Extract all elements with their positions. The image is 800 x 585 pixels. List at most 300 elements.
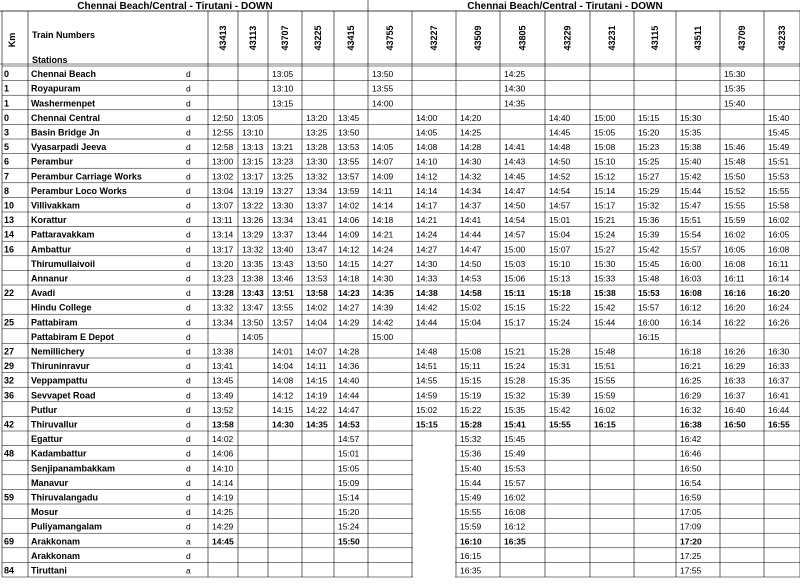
time-cell: 14:12 <box>416 171 438 182</box>
time-cell: 15:08 <box>460 346 482 357</box>
time-cell: 15:32 <box>504 390 526 401</box>
arr-dep-flag: d <box>186 127 191 138</box>
time-cell: 13:59 <box>338 185 360 196</box>
time-cell: 13:21 <box>272 142 294 153</box>
time-cell: 13:34 <box>212 317 234 328</box>
time-cell: 14:21 <box>416 215 438 226</box>
station-name: Nemillichery <box>31 346 85 357</box>
time-cell: 15:49 <box>460 492 482 503</box>
time-cell: 15:54 <box>680 229 702 240</box>
time-cell: 15:22 <box>549 302 571 313</box>
time-cell: 14:50 <box>460 258 482 269</box>
time-cell: 14:43 <box>504 156 526 167</box>
time-cell: 14:29 <box>338 317 360 328</box>
time-cell: 15:05 <box>594 127 616 138</box>
time-cell: 14:30 <box>372 273 394 284</box>
stations-label: Stations <box>32 55 68 65</box>
row-km: 48 <box>4 448 15 459</box>
time-cell: 16:44 <box>768 404 790 415</box>
station-name: Pattabiram E Depot <box>31 331 115 342</box>
time-cell: 13:07 <box>212 200 234 211</box>
train-number: 43511 <box>693 25 703 51</box>
time-cell: 16:33 <box>768 361 790 372</box>
time-cell: 15:21 <box>504 346 526 357</box>
time-cell: 16:00 <box>638 317 660 328</box>
time-cell: 14:18 <box>338 273 360 284</box>
time-cell: 14:24 <box>416 229 438 240</box>
row-km: 13 <box>4 215 15 226</box>
station-name: Arakkonam <box>31 550 81 561</box>
time-cell: 15:24 <box>338 521 360 532</box>
time-cell: 16:54 <box>680 477 702 488</box>
time-cell: 13:53 <box>306 273 328 284</box>
time-cell: 15:59 <box>594 390 616 401</box>
time-cell: 14:42 <box>372 317 394 328</box>
time-cell: 13:17 <box>242 171 264 182</box>
time-cell: 14:05 <box>242 331 264 342</box>
time-cell: 15:35 <box>724 83 746 94</box>
time-cell: 14:44 <box>460 229 482 240</box>
time-cell: 13:35 <box>242 258 264 269</box>
time-cell: 13:55 <box>272 302 294 313</box>
time-cell: 13:17 <box>212 244 234 255</box>
time-cell: 16:29 <box>680 390 702 401</box>
time-cell: 13:55 <box>338 156 360 167</box>
time-cell: 14:27 <box>338 302 360 313</box>
time-cell: 14:23 <box>338 288 360 299</box>
time-cell: 15:42 <box>680 171 702 182</box>
time-cell: 15:01 <box>338 448 360 459</box>
time-cell: 16:24 <box>768 302 790 313</box>
time-cell: 15:55 <box>594 375 616 386</box>
station-name: Avadi <box>31 288 56 299</box>
arr-dep-flag: d <box>186 98 191 109</box>
time-cell: 13:05 <box>242 112 264 123</box>
time-cell: 16:02 <box>504 492 526 503</box>
time-cell: 14:45 <box>212 536 234 547</box>
arr-dep-flag: a <box>186 536 191 547</box>
time-cell: 14:52 <box>549 171 571 182</box>
time-cell: 14:53 <box>338 419 360 430</box>
time-cell: 13:58 <box>212 419 234 430</box>
row-km: 0 <box>4 69 10 80</box>
time-cell: 15:02 <box>460 302 482 313</box>
arr-dep-flag: d <box>186 215 191 226</box>
time-cell: 15:45 <box>768 127 790 138</box>
km-header: Km <box>7 32 17 48</box>
station-name: Manavur <box>31 477 69 488</box>
train-number: 43805 <box>517 25 528 51</box>
time-cell: 15:48 <box>724 156 746 167</box>
time-cell: 17:09 <box>680 521 702 532</box>
row-km: 59 <box>4 492 15 503</box>
time-cell: 16:59 <box>680 492 702 503</box>
station-name: Basin Bridge Jn <box>31 127 100 138</box>
station-name: Perambur Loco Works <box>31 185 127 196</box>
time-cell: 14:50 <box>549 156 571 167</box>
time-cell: 13:57 <box>272 317 294 328</box>
row-km: 29 <box>4 361 15 372</box>
time-cell: 16:21 <box>680 361 702 372</box>
time-cell: 16:03 <box>680 273 702 284</box>
time-cell: 13:47 <box>306 244 328 255</box>
time-cell: 15:24 <box>594 229 616 240</box>
time-cell: 14:25 <box>460 127 482 138</box>
time-cell: 14:53 <box>460 273 482 284</box>
time-cell: 15:49 <box>768 142 790 153</box>
time-cell: 13:13 <box>242 142 264 153</box>
time-cell: 13:23 <box>212 273 234 284</box>
time-cell: 14:41 <box>460 215 482 226</box>
row-km: 1 <box>4 83 10 94</box>
time-cell: 13:00 <box>212 156 234 167</box>
time-cell: 15:24 <box>504 361 526 372</box>
time-cell: 16:55 <box>768 419 790 430</box>
time-cell: 14:06 <box>212 448 234 459</box>
time-cell: 15:24 <box>549 317 571 328</box>
time-cell: 16:37 <box>768 375 790 386</box>
time-cell: 15:06 <box>504 273 526 284</box>
time-cell: 13:52 <box>212 404 234 415</box>
arr-dep-flag: d <box>186 448 191 459</box>
time-cell: 15:25 <box>638 156 660 167</box>
row-km: 22 <box>4 288 15 299</box>
time-cell: 15:27 <box>638 171 660 182</box>
time-cell: 13:23 <box>272 156 294 167</box>
time-cell: 12:55 <box>212 127 234 138</box>
time-cell: 16:18 <box>680 346 702 357</box>
time-cell: 13:49 <box>212 390 234 401</box>
time-cell: 14:34 <box>460 185 482 196</box>
time-cell: 14:14 <box>212 477 234 488</box>
time-cell: 13:50 <box>242 317 264 328</box>
time-cell: 15:36 <box>638 215 660 226</box>
train-numbers-label: Train Numbers <box>32 30 96 40</box>
time-cell: 15:40 <box>724 98 746 109</box>
time-cell: 14:11 <box>306 361 327 372</box>
time-cell: 15:31 <box>549 361 571 372</box>
arr-dep-flag: d <box>186 302 191 313</box>
time-cell: 13:10 <box>242 127 264 138</box>
time-cell: 15:53 <box>504 463 526 474</box>
time-cell: 15:32 <box>638 200 660 211</box>
time-cell: 13:04 <box>212 185 234 196</box>
arr-dep-flag: a <box>186 565 191 576</box>
time-cell: 16:02 <box>768 215 790 226</box>
time-cell: 13:40 <box>272 244 294 255</box>
time-cell: 12:50 <box>212 112 234 123</box>
time-cell: 15:14 <box>338 492 360 503</box>
arr-dep-flag: d <box>186 477 191 488</box>
arr-dep-flag: d <box>186 331 191 342</box>
time-cell: 15:50 <box>724 171 746 182</box>
time-cell: 13:11 <box>212 215 233 226</box>
time-cell: 16:15 <box>594 419 616 430</box>
time-cell: 15:00 <box>594 112 616 123</box>
time-cell: 13:57 <box>338 171 360 182</box>
time-cell: 15:04 <box>460 317 482 328</box>
time-cell: 16:12 <box>680 302 702 313</box>
train-number: 43233 <box>777 25 787 51</box>
time-cell: 14:00 <box>416 112 438 123</box>
time-cell: 13:28 <box>306 142 328 153</box>
time-cell: 15:48 <box>594 346 616 357</box>
time-cell: 14:45 <box>504 171 526 182</box>
time-cell: 15:59 <box>724 215 746 226</box>
time-cell: 14:41 <box>504 142 526 153</box>
station-name: Thiruninravur <box>31 361 90 372</box>
time-cell: 15:05 <box>338 463 360 474</box>
time-cell: 14:39 <box>372 302 394 313</box>
time-cell: 15:53 <box>638 288 660 299</box>
train-number: 43229 <box>562 25 573 51</box>
time-cell: 13:58 <box>306 288 328 299</box>
time-cell: 15:42 <box>594 302 616 313</box>
time-cell: 13:38 <box>212 346 234 357</box>
row-km: 8 <box>4 185 10 196</box>
time-cell: 15:23 <box>638 142 660 153</box>
time-cell: 14:48 <box>416 346 438 357</box>
station-name: Royapuram <box>31 83 81 94</box>
time-cell: 15:15 <box>638 112 660 123</box>
time-cell: 17:55 <box>680 565 702 576</box>
time-cell: 14:35 <box>504 98 526 109</box>
time-cell: 16:50 <box>724 419 746 430</box>
time-cell: 14:02 <box>338 200 360 211</box>
time-cell: 14:07 <box>306 346 328 357</box>
time-cell: 14:01 <box>272 346 294 357</box>
time-cell: 16:11 <box>724 273 745 284</box>
arr-dep-flag: d <box>186 112 191 123</box>
train-number: 43231 <box>607 25 617 51</box>
time-cell: 15:02 <box>416 404 438 415</box>
station-name: Veppampattu <box>31 375 88 386</box>
time-cell: 16:16 <box>724 288 746 299</box>
train-number: 43755 <box>385 25 395 51</box>
time-cell: 14:33 <box>416 273 438 284</box>
time-cell: 16:50 <box>680 463 702 474</box>
time-cell: 14:15 <box>338 258 360 269</box>
time-cell: 15:35 <box>504 404 526 415</box>
time-cell: 14:42 <box>416 302 438 313</box>
time-cell: 13:32 <box>242 244 264 255</box>
time-cell: 16:11 <box>768 258 789 269</box>
train-number: 43415 <box>346 25 356 51</box>
arr-dep-flag: d <box>186 492 191 503</box>
station-name: Mosur <box>31 507 58 518</box>
time-cell: 16:02 <box>724 229 746 240</box>
time-cell: 14:36 <box>338 361 360 372</box>
time-cell: 14:30 <box>460 156 482 167</box>
arr-dep-flag: d <box>186 244 191 255</box>
time-cell: 13:50 <box>372 69 394 80</box>
time-cell: 15:30 <box>724 69 746 80</box>
time-cell: 13:41 <box>306 215 328 226</box>
time-cell: 14:30 <box>272 419 294 430</box>
arr-dep-flag: d <box>186 346 191 357</box>
arr-dep-flag: d <box>186 185 191 196</box>
station-name: Thirumullaivoil <box>31 258 96 269</box>
time-cell: 15:35 <box>549 375 571 386</box>
row-km: 7 <box>4 171 10 182</box>
time-cell: 14:40 <box>338 375 360 386</box>
station-name: Chennai Beach <box>31 69 97 80</box>
station-name: Pattaravakkam <box>31 229 95 240</box>
time-cell: 15:49 <box>504 448 526 459</box>
station-name: Annanur <box>31 273 68 284</box>
row-km: 3 <box>4 127 10 138</box>
time-cell: 16:05 <box>724 244 746 255</box>
time-cell: 15:55 <box>460 507 482 518</box>
time-cell: 17:05 <box>680 507 702 518</box>
time-cell: 16:41 <box>768 390 790 401</box>
station-name: Kadambattur <box>31 448 87 459</box>
time-cell: 13:50 <box>338 127 360 138</box>
time-cell: 15:57 <box>638 302 660 313</box>
row-km: 6 <box>4 156 10 167</box>
row-km: 36 <box>4 390 15 401</box>
time-cell: 16:32 <box>680 404 702 415</box>
train-number: 43225 <box>313 25 323 51</box>
time-cell: 15:40 <box>768 112 790 123</box>
row-km: 27 <box>4 346 15 357</box>
time-cell: 14:44 <box>338 390 360 401</box>
time-cell: 16:29 <box>724 361 746 372</box>
time-cell: 13:37 <box>272 229 294 240</box>
time-cell: 15:55 <box>768 185 790 196</box>
time-cell: 14:09 <box>338 229 360 240</box>
time-cell: 15:40 <box>460 463 482 474</box>
blank-column-block <box>413 432 455 578</box>
station-name: Perambur <box>31 156 74 167</box>
time-cell: 15:17 <box>504 317 526 328</box>
time-cell: 14:06 <box>338 215 360 226</box>
time-cell: 15:55 <box>549 419 571 430</box>
time-cell: 15:22 <box>460 404 482 415</box>
arr-dep-flag: d <box>186 361 191 372</box>
time-cell: 15:36 <box>460 448 482 459</box>
time-cell: 15:55 <box>724 200 746 211</box>
time-cell: 15:53 <box>768 171 790 182</box>
row-km: 0 <box>4 112 10 123</box>
station-name: Chennai Central <box>31 112 101 123</box>
time-cell: 14:09 <box>372 171 394 182</box>
time-cell: 14:12 <box>272 390 294 401</box>
train-number: 43413 <box>218 25 228 51</box>
time-cell: 15:30 <box>680 112 702 123</box>
time-cell: 13:55 <box>372 83 394 94</box>
time-cell: 15:15 <box>460 375 482 386</box>
time-cell: 15:57 <box>680 244 702 255</box>
time-cell: 12:58 <box>212 142 234 153</box>
time-cell: 15:18 <box>549 288 571 299</box>
time-cell: 14:28 <box>338 346 360 357</box>
time-cell: 15:33 <box>594 273 616 284</box>
time-cell: 13:30 <box>306 156 328 167</box>
station-name: Washermenpet <box>31 98 96 109</box>
arr-dep-flag: d <box>186 404 191 415</box>
time-cell: 15:57 <box>504 477 526 488</box>
time-cell: 16:14 <box>680 317 702 328</box>
time-cell: 14:30 <box>416 258 438 269</box>
time-cell: 15:21 <box>594 215 616 226</box>
time-cell: 15:40 <box>680 156 702 167</box>
time-cell: 15:46 <box>724 142 746 153</box>
time-cell: 16:14 <box>768 273 790 284</box>
train-number: 43115 <box>650 25 660 51</box>
time-cell: 14:00 <box>372 98 394 109</box>
time-cell: 15:38 <box>680 142 702 153</box>
time-cell: 13:25 <box>306 127 328 138</box>
time-cell: 15:47 <box>680 200 702 211</box>
time-cell: 13:02 <box>212 171 234 182</box>
row-km: 1 <box>4 98 10 109</box>
time-cell: 15:17 <box>594 200 616 211</box>
row-km: 42 <box>4 419 15 430</box>
time-cell: 16:30 <box>768 346 790 357</box>
time-cell: 14:57 <box>549 200 571 211</box>
time-cell: 16:37 <box>724 390 746 401</box>
time-cell: 15:28 <box>549 346 571 357</box>
arr-dep-flag: d <box>186 521 191 532</box>
train-number: 43707 <box>280 25 290 51</box>
time-cell: 16:02 <box>594 404 616 415</box>
time-cell: 13:44 <box>306 229 328 240</box>
time-cell: 13:46 <box>272 273 294 284</box>
time-cell: 13:30 <box>272 200 294 211</box>
time-cell: 13:41 <box>212 361 234 372</box>
time-cell: 15:13 <box>549 273 571 284</box>
time-cell: 15:20 <box>638 127 660 138</box>
row-km: 5 <box>4 142 10 153</box>
time-cell: 14:27 <box>372 258 394 269</box>
time-cell: 14:25 <box>212 507 234 518</box>
arr-dep-flag: d <box>186 434 191 445</box>
arr-dep-flag: d <box>186 229 191 240</box>
time-cell: 15:01 <box>549 215 571 226</box>
arr-dep-flag: d <box>186 142 191 153</box>
time-cell: 14:10 <box>212 463 234 474</box>
time-cell: 14:35 <box>306 419 328 430</box>
time-cell: 14:07 <box>372 156 394 167</box>
arr-dep-flag: d <box>186 317 191 328</box>
time-cell: 15:51 <box>768 156 790 167</box>
time-cell: 13:15 <box>242 156 264 167</box>
time-cell: 14:45 <box>549 127 571 138</box>
time-cell: 15:10 <box>594 156 616 167</box>
time-cell: 14:17 <box>416 200 438 211</box>
time-cell: 13:27 <box>272 185 294 196</box>
time-cell: 15:28 <box>460 419 482 430</box>
arr-dep-flag: d <box>186 550 191 561</box>
time-cell: 14:44 <box>416 317 438 328</box>
time-cell: 13:32 <box>306 171 328 182</box>
time-cell: 15:11 <box>460 361 481 372</box>
time-cell: 15:12 <box>594 171 616 182</box>
time-cell: 15:00 <box>372 331 394 342</box>
time-cell: 14:32 <box>460 171 482 182</box>
time-cell: 15:10 <box>549 258 571 269</box>
time-cell: 14:04 <box>306 317 328 328</box>
station-name: Sevvapet Road <box>31 390 96 401</box>
time-cell: 15:44 <box>594 317 616 328</box>
time-cell: 13:28 <box>212 288 234 299</box>
row-km: 32 <box>4 375 15 386</box>
time-cell: 13:22 <box>242 200 264 211</box>
row-km: 14 <box>4 229 15 240</box>
time-cell: 16:15 <box>460 550 482 561</box>
time-cell: 15:51 <box>680 215 702 226</box>
